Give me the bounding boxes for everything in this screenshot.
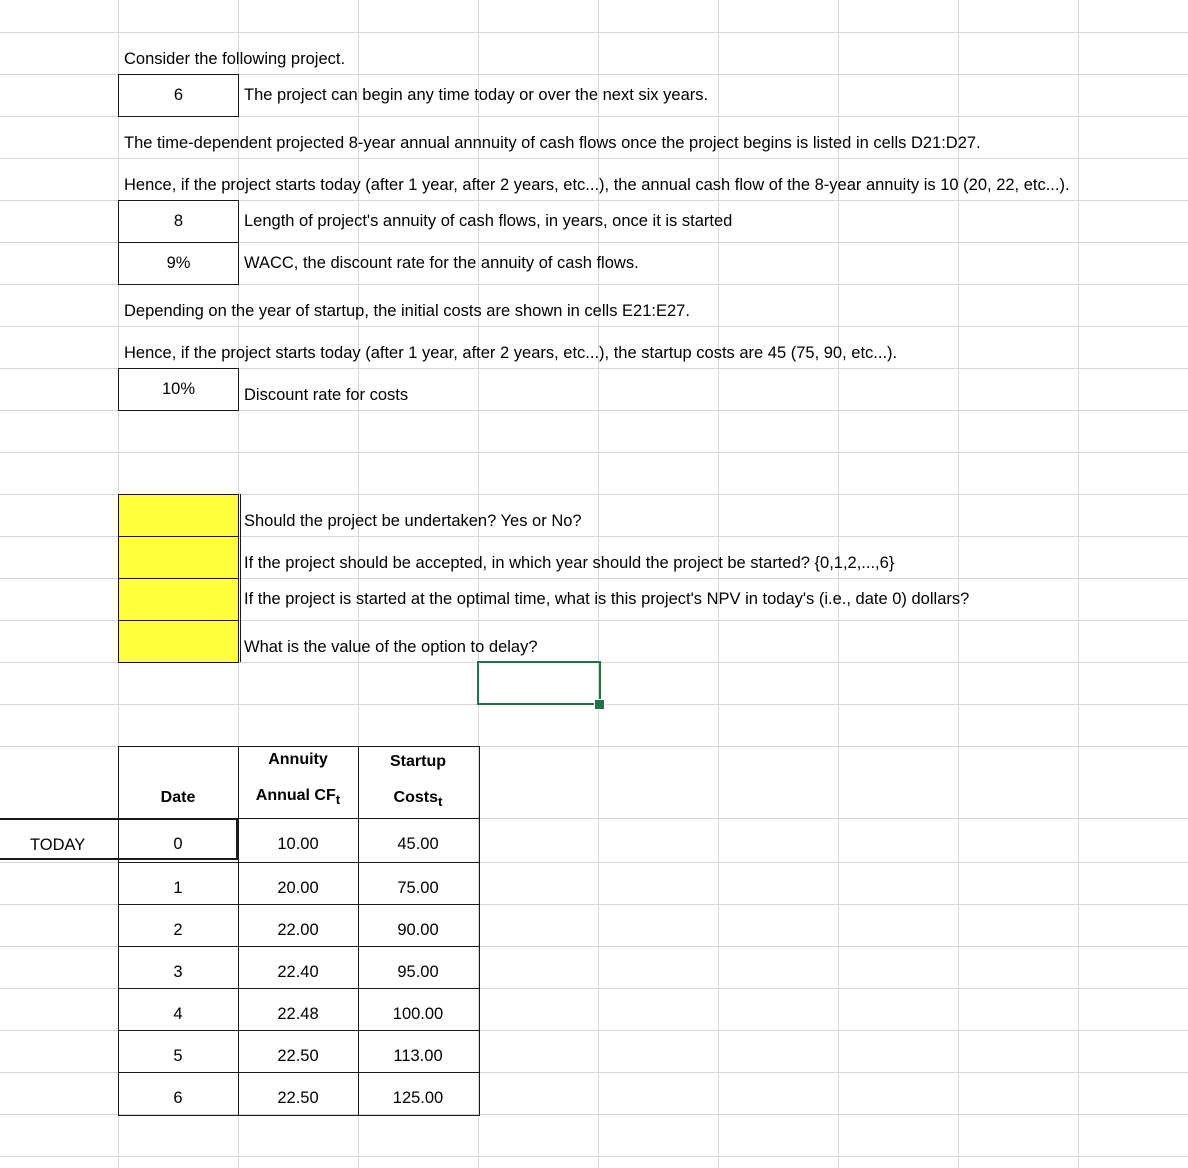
- table-cell-date[interactable]: 4: [173, 1005, 183, 1023]
- cost-rate-value: 10%: [161, 380, 196, 398]
- header-annuity-bottom[interactable]: [238, 787, 358, 807]
- table-cell-cost[interactable]: 75.00: [397, 879, 439, 897]
- header-annuity-top[interactable]: Annuity: [268, 751, 328, 768]
- header-date[interactable]: Date: [160, 789, 196, 806]
- cost-rate-label[interactable]: Discount rate for costs: [244, 386, 409, 404]
- table-row-divider: [118, 988, 480, 989]
- table-row-divider: [118, 1072, 480, 1073]
- wacc-value: 9%: [166, 254, 191, 272]
- cost-note-line2[interactable]: Hence, if the project starts today (after 1 year, after 2 years, etc...), the startup costs are 45 (75, 90, etc...).: [124, 344, 898, 362]
- answer-cell-option-value[interactable]: [118, 620, 239, 663]
- annuity-length-value: 8: [173, 212, 184, 230]
- answer-cell-undertake[interactable]: [118, 494, 239, 537]
- table-cell-cf[interactable]: 22.00: [277, 921, 319, 939]
- table-cell-date[interactable]: 1: [173, 879, 183, 897]
- table-row-divider: [118, 946, 480, 947]
- table-cell-date[interactable]: 3: [173, 963, 183, 981]
- answer-cell-npv[interactable]: [118, 578, 239, 621]
- header-startup-top[interactable]: Startup: [390, 753, 446, 770]
- table-cell-cf[interactable]: 22.50: [277, 1089, 319, 1107]
- table-cell-date[interactable]: 0: [173, 835, 183, 853]
- today-label[interactable]: TODAY: [30, 836, 86, 854]
- cost-note-line1[interactable]: Depending on the year of startup, the initial costs are shown in cells E21:E27.: [124, 302, 690, 320]
- table-cell-cf[interactable]: 20.00: [277, 879, 319, 897]
- header-startup-bottom[interactable]: [358, 789, 478, 809]
- table-cell-date[interactable]: 2: [173, 921, 183, 939]
- cf-note-line2[interactable]: Hence, if the project starts today (after 1 year, after 2 years, etc...), the annual cash flow of the 8-year annuity is 10 (20, 22, etc...).: [124, 176, 1070, 194]
- start-window-label[interactable]: The project can begin any time today or over the next six years.: [244, 86, 709, 104]
- table-cell-cost[interactable]: 45.00: [397, 835, 439, 853]
- table-cell-cost[interactable]: 125.00: [392, 1089, 444, 1107]
- question-undertake[interactable]: Should the project be undertaken? Yes or No?: [244, 512, 582, 530]
- intro-text[interactable]: Consider the following project.: [124, 50, 346, 68]
- answer-cell-start-year[interactable]: [118, 536, 239, 579]
- header-startup-subscript: t: [438, 794, 443, 810]
- annuity-length-label[interactable]: Length of project's annuity of cash flows, in years, once it is started: [244, 212, 733, 230]
- table-cell-cost[interactable]: 113.00: [393, 1047, 443, 1065]
- cf-note-line1[interactable]: The time-dependent projected 8-year annual annnuity of cash flows once the project begins is listed in cells D21:D27.: [124, 134, 981, 152]
- fill-handle[interactable]: [594, 699, 605, 710]
- table-cell-date[interactable]: 5: [173, 1047, 183, 1065]
- table-cell-cf[interactable]: 22.50: [277, 1047, 319, 1065]
- cost-rate-cell[interactable]: [118, 368, 239, 411]
- table-row-divider: [118, 904, 480, 905]
- table-cell-date[interactable]: 6: [173, 1089, 183, 1107]
- annuity-length-cell[interactable]: [118, 200, 239, 243]
- table-cell-cost[interactable]: 95.00: [397, 963, 439, 981]
- table-cell-cost[interactable]: 100.00: [392, 1005, 444, 1023]
- header-annuity-bottom-text: Annual CF: [255, 787, 336, 804]
- question-npv[interactable]: If the project is started at the optimal time, what is this project's NPV in today's (i.e., date 0) dollars?: [244, 590, 970, 608]
- active-cell-selection[interactable]: [477, 661, 601, 705]
- table-row-divider: [118, 862, 480, 863]
- wacc-label[interactable]: WACC, the discount rate for the annuity of cash flows.: [244, 254, 639, 272]
- start-window-cell[interactable]: [118, 74, 239, 117]
- table-cell-cf[interactable]: 10.00: [277, 835, 319, 853]
- header-annuity-subscript: t: [335, 792, 341, 808]
- header-startup-bottom-text: Costs: [393, 789, 438, 806]
- start-window-value: 6: [173, 86, 184, 104]
- table-cell-cf[interactable]: 22.40: [277, 963, 319, 981]
- table-cell-cf[interactable]: 22.48: [277, 1005, 319, 1023]
- question-divider: [240, 494, 241, 662]
- table-cell-cost[interactable]: 90.00: [397, 921, 439, 939]
- question-start-year[interactable]: If the project should be accepted, in which year should the project be started? {0,1,2,...,6}: [244, 554, 895, 572]
- wacc-cell[interactable]: [118, 242, 239, 285]
- table-row-divider: [118, 1030, 480, 1031]
- question-option-value[interactable]: What is the value of the option to delay?: [244, 638, 538, 656]
